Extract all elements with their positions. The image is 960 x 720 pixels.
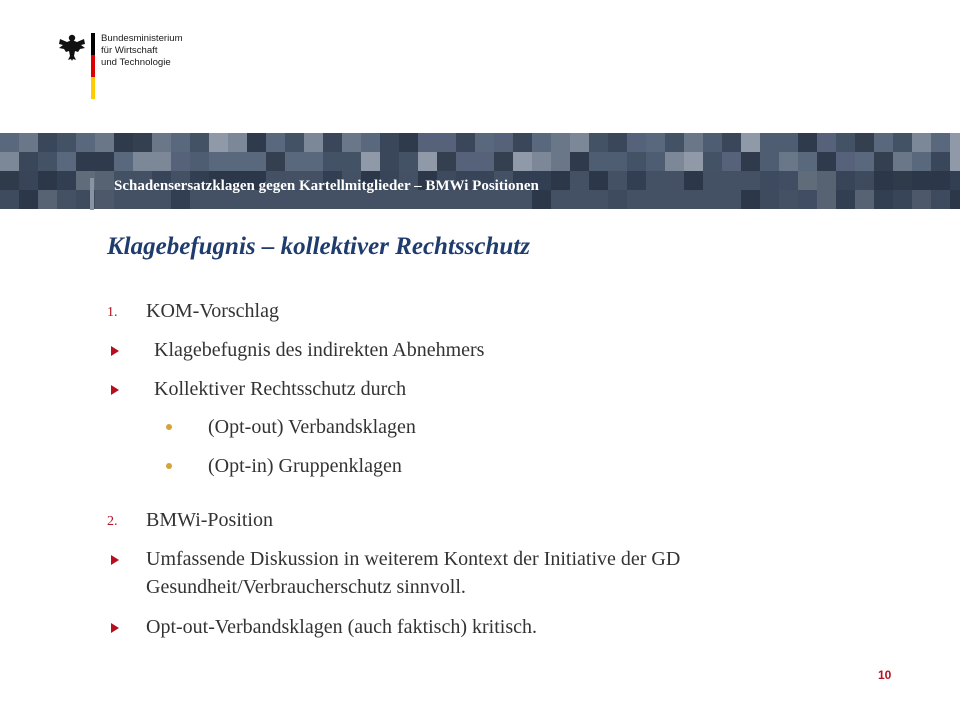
bullet-item: Opt-out-Verbandsklagen (auch faktisch) kritisch. [146, 616, 537, 638]
federal-eagle-icon [57, 32, 87, 62]
sub-bullet-item: (Opt-out) Verbandsklagen [208, 416, 416, 438]
section-number: 2. [107, 514, 118, 529]
triangle-bullet-icon [111, 346, 119, 356]
section-label: KOM-Vorschlag [146, 300, 279, 322]
banner-accent-bar [90, 178, 94, 210]
header-banner [0, 133, 960, 209]
bullet-item: Kollektiver Rechtsschutz durch [154, 378, 407, 400]
ministry-logo [57, 27, 189, 102]
bullet-item: Klagebefugnis des indirekten Abnehmers [154, 339, 485, 361]
mosaic-pattern [0, 133, 960, 209]
sub-bullet-item: (Opt-in) Gruppenklagen [208, 455, 402, 477]
section-number: 1. [107, 305, 118, 320]
ministry-name-line1: Bundesministerium [101, 33, 183, 44]
dot-bullet-icon [166, 424, 172, 430]
bullet-item-line: Umfassende Diskussion in weiterem Kontext der Initiative der GD [146, 548, 681, 570]
banner-title: Schadensersatzklagen gegen Kartellmitglieder – BMWi Positionen [114, 178, 539, 194]
german-flag-stripe [91, 33, 95, 99]
triangle-bullet-icon [111, 623, 119, 633]
bullet-item-line: Gesundheit/Verbraucherschutz sinnvoll. [146, 576, 466, 598]
triangle-bullet-icon [111, 555, 119, 565]
ministry-name-line2: für Wirtschaft [101, 45, 158, 56]
section-label: BMWi-Position [146, 509, 273, 531]
triangle-bullet-icon [111, 385, 119, 395]
slide-heading: Klagebefugnis – kollektiver Rechtsschutz [107, 233, 530, 260]
ministry-name [101, 33, 183, 69]
dot-bullet-icon [166, 463, 172, 469]
ministry-name-line3: und Technologie [101, 57, 171, 68]
page-number: 10 [878, 668, 892, 682]
